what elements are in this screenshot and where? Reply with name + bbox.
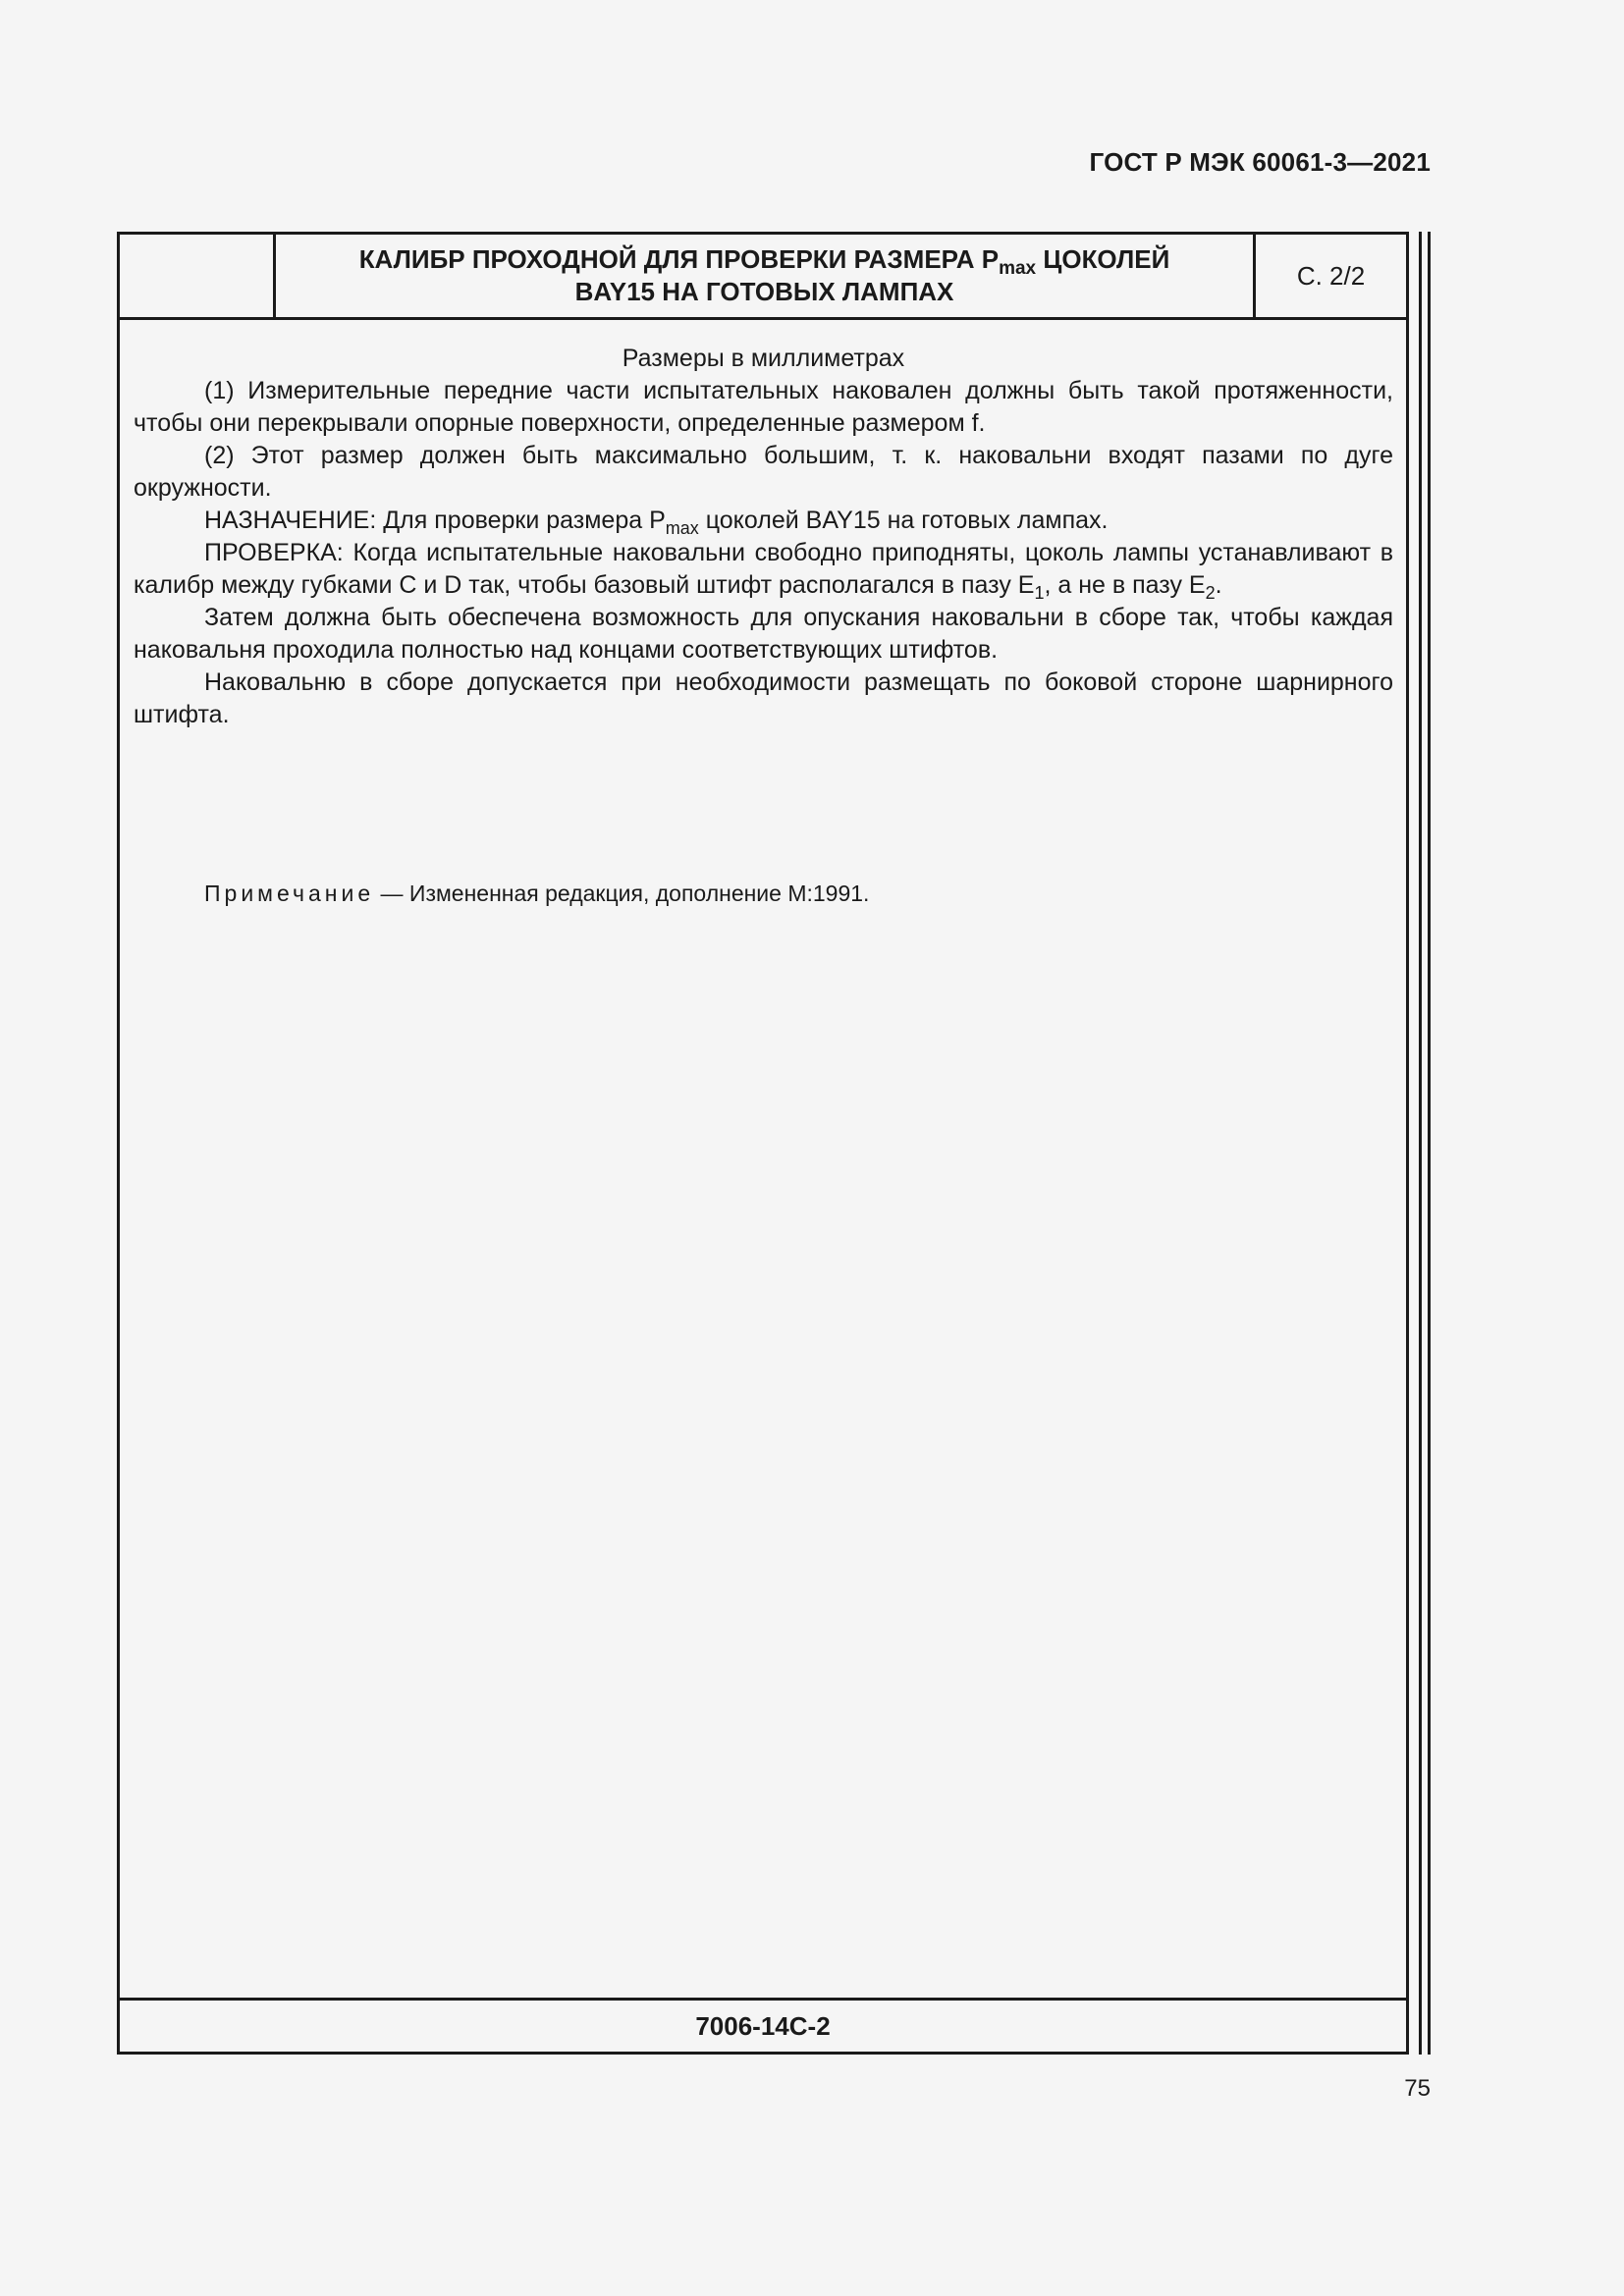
check-paragraph: ПРОВЕРКА: Когда испытательные наковальни свободно приподняты, цоколь лампы устанавливают в калибр между губками C и D так, чтобы базовый штифт располагался в пазу $E_1$, а не в пазу $E_2$.	[134, 539, 1393, 603]
frame-line-outer-1	[1419, 232, 1422, 2055]
anvil-placement-paragraph: Наковальню в сборе допускается при необходимости размещать по боковой стороне шарнирного штифта.	[134, 668, 1393, 728]
note-label: Примечание	[204, 881, 375, 906]
title-block-empty-cell	[120, 235, 276, 317]
footnote-1: (1) Измерительные передние части испытательных наковален должны быть такой протяженности, чтобы они перекрывали опорные поверхности, определенные размером f.	[134, 377, 1393, 437]
sheet-number: С. 2/2	[1296, 260, 1366, 291]
sheet-code: 7006-14C-2	[120, 1998, 1406, 2052]
footnote-2: (2) Этот размер должен быть максимально большим, т. к. наковальни входят пазами по дуге окружности.	[134, 442, 1393, 502]
sheet-body	[134, 343, 1393, 731]
page-number: 75	[1404, 2075, 1431, 2102]
lowering-paragraph: Затем должна быть обеспечена возможность для опускания наковальни в сборе так, чтобы каждая наковальня проходила полностью над концами соответствующих штифтов.	[134, 604, 1393, 664]
frame-line-outer-2	[1428, 232, 1431, 2055]
standard-designation: ГОСТ Р МЭК 60061-3—2021	[1089, 147, 1431, 177]
sheet-title-line-1: КАЛИБР ПРОХОДНОЙ ДЛЯ ПРОВЕРКИ РАЗМЕРА $P_{max}$ ЦОКОЛЕЙ	[358, 244, 1170, 279]
sheet-frame	[117, 232, 1409, 2055]
purpose-paragraph: НАЗНАЧЕНИЕ: Для проверки размера $P_{max}$ цоколей BAY15 на готовых лампах.	[204, 507, 1109, 538]
sheet-title	[276, 235, 1256, 317]
revision-note	[204, 879, 869, 908]
note-text: — Измененная редакция, дополнение М:1991.	[374, 881, 870, 906]
sheet-title-line-2: BAY15 НА ГОТОВЫХ ЛАМПАХ	[574, 277, 954, 306]
units-caption: Размеры в миллиметрах	[622, 345, 905, 372]
title-block	[120, 235, 1406, 320]
